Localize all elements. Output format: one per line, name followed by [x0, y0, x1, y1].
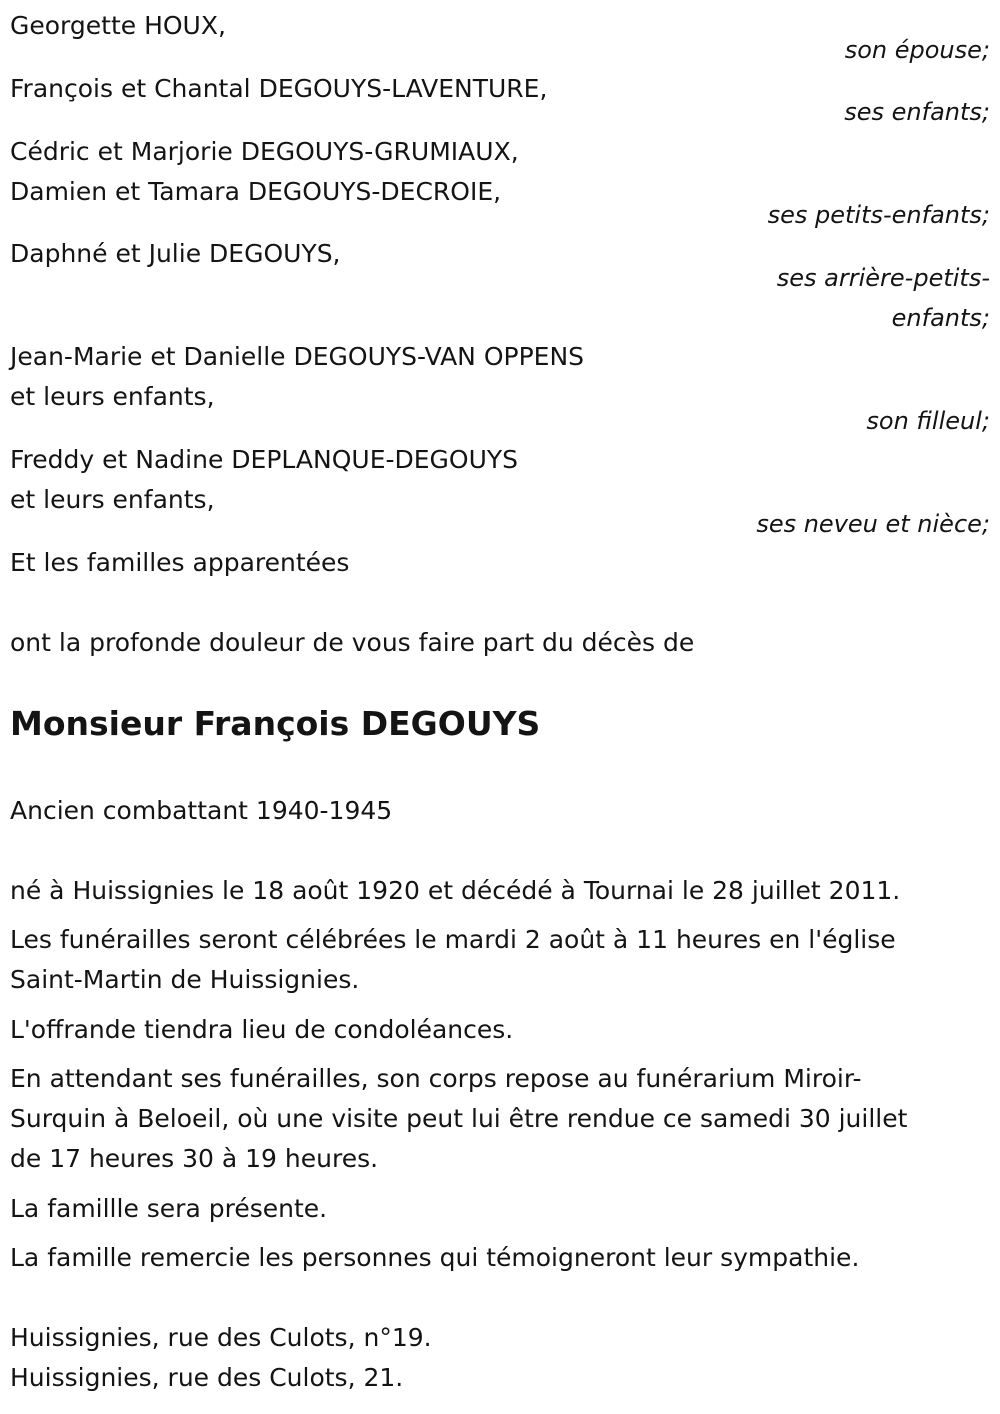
deceased-name: Monsieur François DEGOUYS [10, 704, 541, 743]
announcement-text: ont la profonde douleur de vous faire part du décès de [10, 628, 695, 657]
funeral-text: Les funérailles seront célébrées le mardi 2 août à 11 heures en l'église [10, 925, 896, 954]
family-member-line: et leurs enfants, [10, 382, 215, 411]
visit-text: Surquin à Beloeil, où une visite peut lui être rendue ce samedi 30 juillet [10, 1104, 908, 1133]
family-relation: son filleul; [866, 407, 990, 435]
family-relation: ses arrière-petits- [776, 264, 990, 292]
family-relation: ses petits-enfants; [767, 201, 990, 229]
birth-death-text: né à Huissignies le 18 août 1920 et décédé à Tournai le 28 juillet 2011. [10, 876, 901, 905]
visit-text: de 17 heures 30 à 19 heures. [10, 1144, 379, 1173]
address-line: Huissignies, rue des Culots, 21. [10, 1363, 404, 1392]
family-member-line: Damien et Tamara DEGOUYS-DECROIE, [10, 177, 502, 206]
family-member-line: Jean-Marie et Danielle DEGOUYS-VAN OPPENS [10, 342, 585, 371]
family-relation: ses enfants; [844, 98, 990, 126]
family-relation: enfants; [891, 304, 990, 332]
family-member-line: Georgette HOUX, [10, 11, 226, 40]
family-member-line: Daphné et Julie DEGOUYS, [10, 239, 341, 268]
family-member-line: et leurs enfants, [10, 485, 215, 514]
family-relation: son épouse; [844, 36, 990, 64]
family-member-line: Cédric et Marjorie DEGOUYS-GRUMIAUX, [10, 137, 519, 166]
condolences-text: L'offrande tiendra lieu de condoléances. [10, 1015, 514, 1044]
thanks-text: La famille remercie les personnes qui témoigneront leur sympathie. [10, 1243, 860, 1272]
related-families: Et les familles apparentées [10, 548, 350, 577]
family-member-line: François et Chantal DEGOUYS-LAVENTURE, [10, 74, 548, 103]
visit-text: En attendant ses funérailles, son corps repose au funérarium Miroir- [10, 1064, 862, 1093]
funeral-text: Saint-Martin de Huissignies. [10, 965, 360, 994]
address-line: Huissignies, rue des Culots, n°19. [10, 1323, 432, 1352]
family-member-line: Freddy et Nadine DEPLANQUE-DEGOUYS [10, 445, 519, 474]
presence-text: La famillle sera présente. [10, 1194, 328, 1223]
family-relation: ses neveu et nièce; [756, 510, 990, 538]
deceased-subtitle: Ancien combattant 1940-1945 [10, 796, 393, 825]
